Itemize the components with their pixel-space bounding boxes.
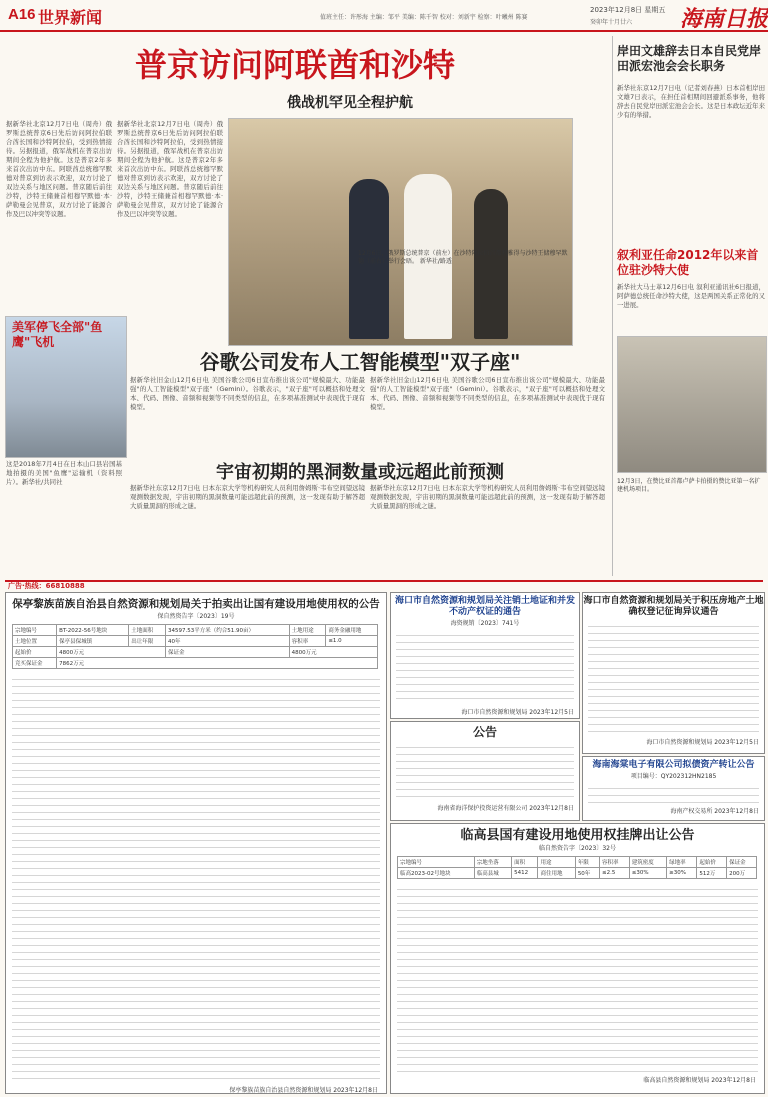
- lead-headline: 普京访问阿联酋和沙特: [134, 46, 455, 84]
- ad-hotline: 广告·热线：66810888: [8, 582, 85, 590]
- newspaper-logo: 海南日报: [680, 6, 768, 32]
- notice-subtitle: 项目编号：QY202312HN2185: [630, 773, 717, 780]
- right-body-1: 新华社东京12月7日电（记者刘春燕）日本首相岸田文雄7日表示，在担任首相期间回避派系事务，他将辞去自民党岸田派宏池会会长。这是日本政坛近年来少有的举措。: [617, 84, 765, 119]
- lead-photo: [228, 118, 573, 346]
- notice-table: 宗地编号 BT-2022-56号地块 土地面积 34597.53平方米（约合51.90亩） 土地用途 商务金融用地 土地位置 保亭县保城镇 出让年限 40年 容积率 ≤1.0 起始价 4800万元 保证金 4800万元 竞买保证金 7862万元: [12, 624, 378, 669]
- notice-footer: 海南省海洋保护投资运营有限公司 2023年12月8日: [437, 805, 574, 812]
- notice-footer: 海南产权交易所 2023年12月8日: [670, 808, 759, 815]
- notice-haikou-1: [390, 592, 580, 719]
- notice-footer: 海口市自然资源和规划局 2023年12月5日: [461, 709, 574, 716]
- notice-title: 海口市自然资源和规划局关注销土地证和并发不动产权证的通告: [394, 596, 575, 617]
- right-body-2: 新华社大马士革12月6日电 叙利亚通讯社6日报道，阿萨德总统任命沙特大使，这是两国关系正常化的又一进展。: [617, 283, 765, 309]
- gemini-body-a: 据新华社旧金山12月6日电 美国谷歌公司6日宣布推出该公司"规模最大、功能最强"的人工智能模型"双子座"（Gemini）。谷歌表示，"双子座"可以概括和处理文本、代码、图像、音频和视频等不同类型的信息，在多项基准测试中表现优于现有模型。: [130, 376, 365, 411]
- section-title: 世界新闻: [38, 8, 103, 27]
- notice-title: 保亭黎族苗族自治县自然资源和规划局关于拍卖出让国有建设用地使用权的公告: [12, 598, 380, 610]
- lead-body-col2: 据新华社北京12月7日电（周舟）俄罗斯总统普京6日先后访问阿拉伯联合酋长国和沙特阿拉伯，受到热情接待。另据报道，俄军战机在普京出访期间全程为他护航。这是普京2年多来首次出访中东。阿联酋总统穆罕默德对普京到访表示欢迎，双方讨论了双边关系与地区问题。普京随后前往沙特，沙特王储兼首相穆罕默德·本·萨勒曼会见普京，双方讨论了能源合作及巴以冲突等议题。: [117, 120, 223, 218]
- editors-line: 值班主任：许彤海 主编：邹平 美编：陈千智 校对：刘新宇 检察：叶曦州 陈赛: [320, 14, 528, 21]
- universe-headline: 宇宙初期的黑洞数量或远超此前预测: [216, 462, 504, 483]
- lunar-date: 癸卯年十月廿六: [590, 19, 633, 26]
- right-photo-caption: 12月3日，在赞比亚首都卢萨卡拍摄的赞比亚第一名扩建机场项目。: [617, 478, 761, 493]
- osprey-headline: 美军停飞全部"鱼鹰"飞机: [12, 320, 103, 349]
- universe-body-b: 据新华社东京12月7日电 日本东京大学等机构研究人员利用詹姆斯·韦布空间望远镜观测数据发现，宇宙初期的黑洞数量可能远超此前的预测，这一发现有助于解答超大质量黑洞的形成之谜。: [370, 484, 605, 510]
- notice-subtitle: 海资规销〔2023〕741号: [450, 620, 520, 627]
- notice-footer: 临高县自然资源和规划局 2023年12月8日: [643, 1077, 756, 1084]
- right-headline-1: 岸田文雄辞去日本自民党岸田派宏池会会长职务: [617, 44, 762, 73]
- notice-title: 海口市自然资源和规划局关于积压房地产土地确权登记征询异议通告: [583, 596, 764, 617]
- lead-photo-caption: 12月6日，俄罗斯总统普京（前左）在沙特阿拉伯首都利雅得与沙特王储穆罕默德（前右）举行会晤。 新华社/路透: [358, 250, 568, 265]
- notice-subtitle: 保自然资告字〔2023〕19号: [157, 613, 235, 620]
- universe-body-a: 据新华社东京12月7日电 日本东京大学等机构研究人员利用詹姆斯·韦布空间望远镜观测数据发现，宇宙初期的黑洞数量可能远超此前的预测，这一发现有助于解答超大质量黑洞的形成之谜。: [130, 484, 365, 510]
- notice-haikou-2: [582, 592, 765, 754]
- notice-footer: 保亭黎族苗族自治县自然资源和规划局 2023年12月8日: [229, 1087, 378, 1094]
- right-headline-2: 叙利亚任命2012年以来首位驻沙特大使: [617, 248, 759, 277]
- notice-haitang: [582, 756, 765, 821]
- notice-title: 海南海棠电子有限公司拟债资产转让公告: [592, 760, 755, 770]
- gemini-headline: 谷歌公司发布人工智能模型"双子座": [199, 350, 521, 374]
- notice-lingao: [390, 823, 765, 1094]
- gemini-body-b: 据新华社旧金山12月6日电 美国谷歌公司6日宣布推出该公司"规模最大、功能最强"的人工智能模型"双子座"（Gemini）。谷歌表示，"双子座"可以概括和处理文本、代码、图像、音频和视频等不同类型的信息，在多项基准测试中表现优于现有模型。: [370, 376, 605, 411]
- page-number: A16: [8, 6, 36, 23]
- right-photo: [617, 336, 767, 473]
- issue-date: 2023年12月8日 星期五: [590, 6, 666, 14]
- osprey-body: 这是2018年7月4日在日本山口县岩国基地拍摄的美国"鱼鹰"运输机（资料照片）。新华社/共同社: [6, 460, 122, 486]
- notice-title: 公告: [472, 725, 497, 739]
- lead-body-col1: 据新华社北京12月7日电（周舟）俄罗斯总统普京6日先后访问阿拉伯联合酋长国和沙特阿拉伯，受到热情接待。另据报道，俄军战机在普京出访期间全程为他护航。这是普京2年多来首次出访中东。阿联酋总统穆罕默德对普京到访表示欢迎，双方讨论了双边关系与地区问题。普京随后前往沙特，沙特王储兼首相穆罕默德·本·萨勒曼会见普京，双方讨论了能源合作及巴以冲突等议题。: [6, 120, 112, 218]
- notice-baoting: [5, 592, 387, 1094]
- notice-subtitle: 临自然资告字〔2023〕32号: [539, 845, 616, 852]
- notice-table: 宗地编号 宗地坐落 面积 用途 年限 容积率 建筑密度 绿地率 起始价 保证金 临高2023-02号地块 临高县城 5412 商住用地 50年 ≤2.5 ≤30% ≥30% 512万 200万: [397, 856, 757, 879]
- ad-bar: [5, 580, 763, 592]
- notice-title: 临高县国有建设用地使用权挂牌出让公告: [460, 828, 695, 843]
- notice-announcement: [390, 721, 580, 821]
- lead-subhead: 俄战机罕见全程护航: [287, 95, 413, 111]
- notice-footer: 海口市自然资源和规划局 2023年12月5日: [646, 739, 759, 746]
